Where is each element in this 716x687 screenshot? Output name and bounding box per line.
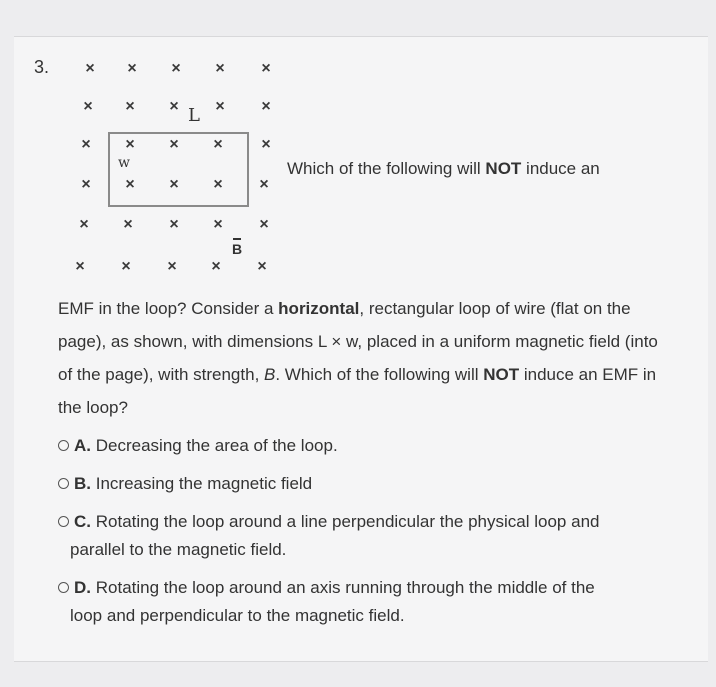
option-c-continuation: parallel to the magnetic field. [70, 540, 287, 559]
field-x-icon: × [215, 98, 225, 115]
option-d-letter: D. [74, 578, 91, 597]
option-d-text: Rotating the loop around an axis running through the middle of the [95, 578, 595, 597]
field-x-icon: × [213, 136, 223, 153]
option-c-letter: C. [74, 512, 91, 531]
question-body: EMF in the loop? Consider a horizontal, rectangular loop of wire (flat on the page), as shown, with dimensions L × w, placed in a uniform magnetic field (into of the page), with strength, B. Which of the following will NOT induce an EMF in the loop? [58, 299, 658, 417]
field-x-icon: × [215, 60, 225, 77]
field-x-icon: × [79, 216, 89, 233]
field-x-icon: × [213, 216, 223, 233]
field-x-icon: × [169, 216, 179, 233]
loop-length-label: L [188, 105, 200, 126]
option-b[interactable] [54, 470, 674, 498]
option-d[interactable] [54, 574, 674, 630]
field-x-icon: × [169, 136, 179, 153]
field-x-icon: × [123, 216, 133, 233]
question-card [14, 36, 708, 662]
answer-options [54, 432, 674, 640]
option-d-radio[interactable] [58, 582, 69, 593]
field-x-icon: × [83, 98, 93, 115]
field-x-icon: × [167, 258, 177, 275]
field-x-icon: × [211, 258, 221, 275]
option-a[interactable] [54, 432, 674, 460]
field-x-icon: × [81, 176, 91, 193]
option-a-letter: A. [74, 436, 91, 455]
field-x-icon: × [261, 136, 271, 153]
magnetic-field-figure [14, 37, 314, 297]
field-x-icon: × [125, 176, 135, 193]
field-label: B [232, 241, 243, 257]
question-intro-text: Which of the following will NOT induce an [287, 159, 600, 178]
option-a-radio[interactable] [58, 440, 69, 451]
loop-width-label: w [118, 155, 130, 171]
field-x-icon: × [261, 98, 271, 115]
field-x-icon: × [121, 258, 131, 275]
field-x-icon: × [259, 176, 269, 193]
field-x-icon: × [85, 60, 95, 77]
field-x-icon: × [257, 258, 267, 275]
option-b-text: Increasing the magnetic field [95, 474, 313, 493]
option-c-radio[interactable] [58, 516, 69, 527]
field-x-icon: × [75, 258, 85, 275]
field-x-icon: × [127, 60, 137, 77]
field-x-icon: × [169, 98, 179, 115]
option-c[interactable] [54, 508, 674, 564]
field-x-icon: × [125, 98, 135, 115]
field-x-icon: × [125, 136, 135, 153]
field-x-icon: × [259, 216, 269, 233]
option-a-text: Decreasing the area of the loop. [95, 436, 338, 455]
field-x-icon: × [81, 136, 91, 153]
question-number: 3. [34, 57, 50, 77]
field-x-icon: × [169, 176, 179, 193]
option-c-text: Rotating the loop around a line perpendicular the physical loop and [95, 512, 600, 531]
option-b-letter: B. [74, 474, 91, 493]
option-d-continuation: loop and perpendicular to the magnetic field. [70, 606, 405, 625]
field-x-icon: × [213, 176, 223, 193]
field-x-icon: × [261, 60, 271, 77]
field-x-icon: × [171, 60, 181, 77]
option-b-radio[interactable] [58, 478, 69, 489]
